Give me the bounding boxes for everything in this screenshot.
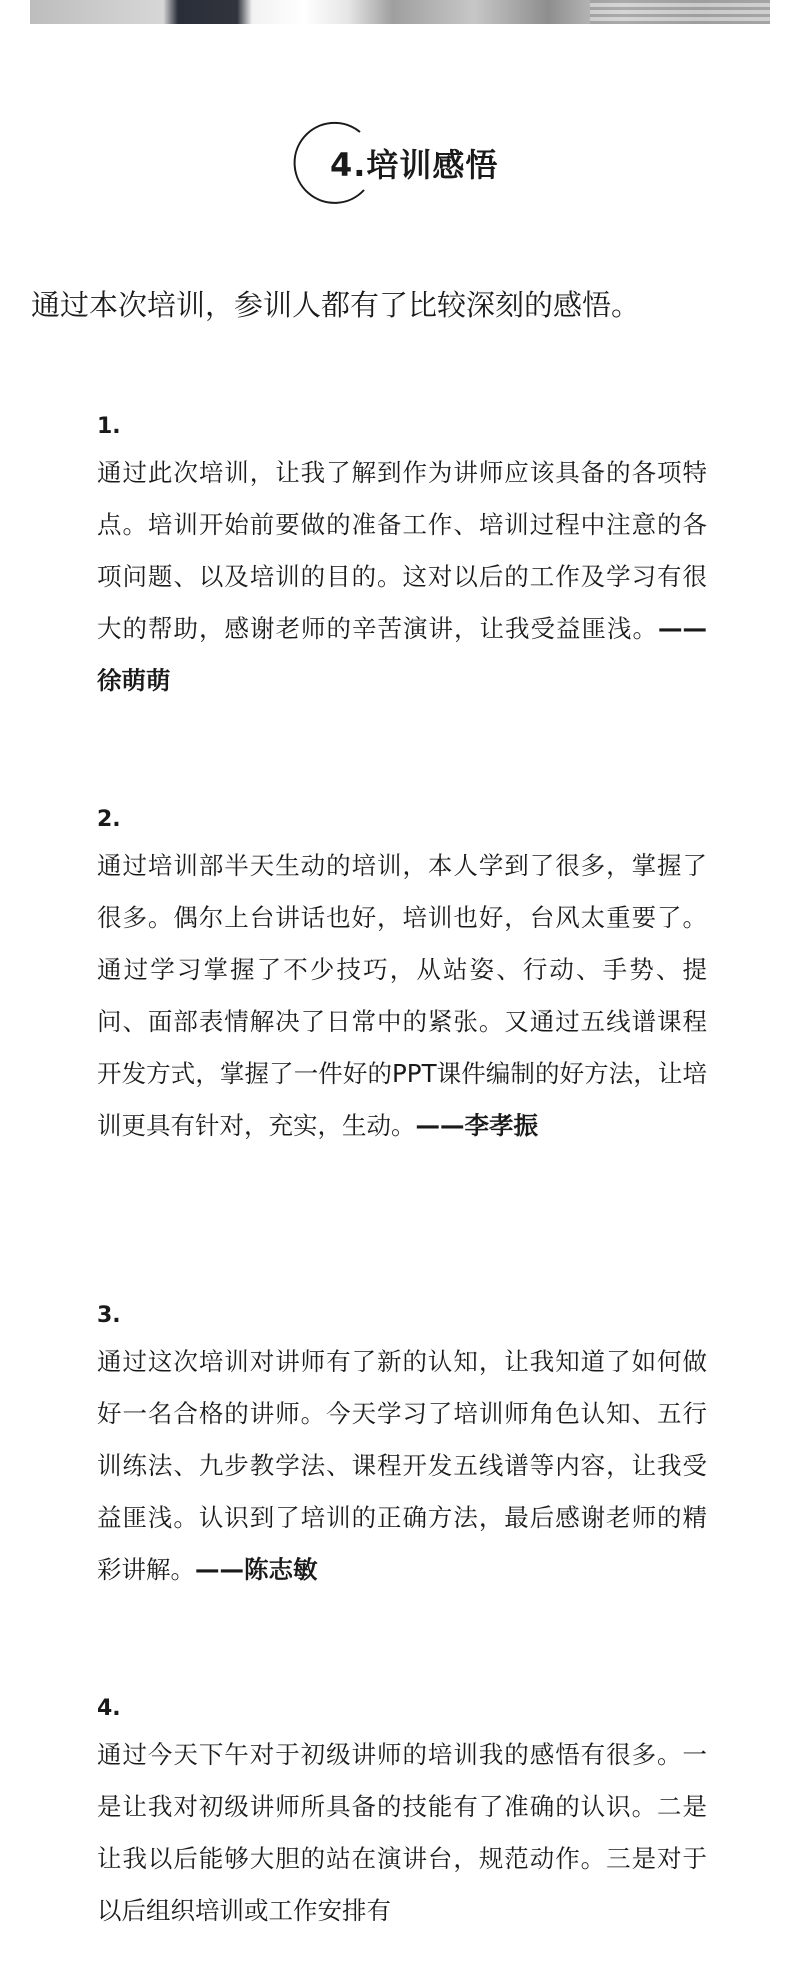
entry-author: ——李孝振 — [415, 1111, 538, 1140]
entry-number: 1. — [97, 414, 121, 439]
entry-number: 3. — [97, 1303, 121, 1328]
reflection-entry-2 — [97, 800, 707, 1152]
section-heading — [0, 118, 800, 208]
reflection-entry-1 — [97, 407, 707, 707]
reflection-entry-3 — [97, 1296, 707, 1596]
entry-text — [97, 840, 707, 1152]
entry-text — [97, 447, 707, 707]
entry-number: 2. — [97, 807, 121, 832]
entry-body: 通过培训部半天生动的培训，本人学到了很多，掌握了很多。偶尔上台讲话也好，培训也好，台风太重要了。通过学习掌握了不少技巧，从站姿、行动、手势、提问、面部表情解决了日常中的紧张。又通过五线谱课程开发方式，掌握了一件好的PPT课件编制的好方法，让培训更具有针对，充实，生动。 — [97, 851, 707, 1140]
entry-text — [97, 1336, 707, 1596]
photo-strip — [30, 0, 770, 24]
entry-text — [97, 1729, 707, 1937]
intro-paragraph: 通过本次培训，参训人都有了比较深刻的感悟。 — [31, 288, 641, 322]
entry-body: 通过此次培训，让我了解到作为讲师应该具备的各项特点。培训开始前要做的准备工作、培训过程中注意的各项问题、以及培训的目的。这对以后的工作及学习有很大的帮助，感谢老师的辛苦演讲，让我受益匪浅。 — [97, 458, 707, 643]
photo-blinds — [590, 0, 770, 24]
entry-number: 4. — [97, 1696, 121, 1721]
section-title: 4.培训感悟 — [330, 146, 499, 184]
entry-body: 通过这次培训对讲师有了新的认知，让我知道了如何做好一名合格的讲师。今天学习了培训师角色认知、五行训练法、九步教学法、课程开发五线谱等内容，让我受益匪浅。认识到了培训的正确方法，最后感谢老师的精彩讲解。 — [97, 1347, 707, 1584]
entry-body: 通过今天下午对于初级讲师的培训我的感悟有很多。一是让我对初级讲师所具备的技能有了准确的认识。二是让我以后能够大胆的站在演讲台，规范动作。三是对于以后组织培训或工作安排有 — [97, 1740, 707, 1925]
reflection-entry-4 — [97, 1689, 707, 1937]
entry-author: ——徐萌萌 — [97, 614, 707, 695]
entry-author: ——陈志敏 — [195, 1555, 318, 1584]
